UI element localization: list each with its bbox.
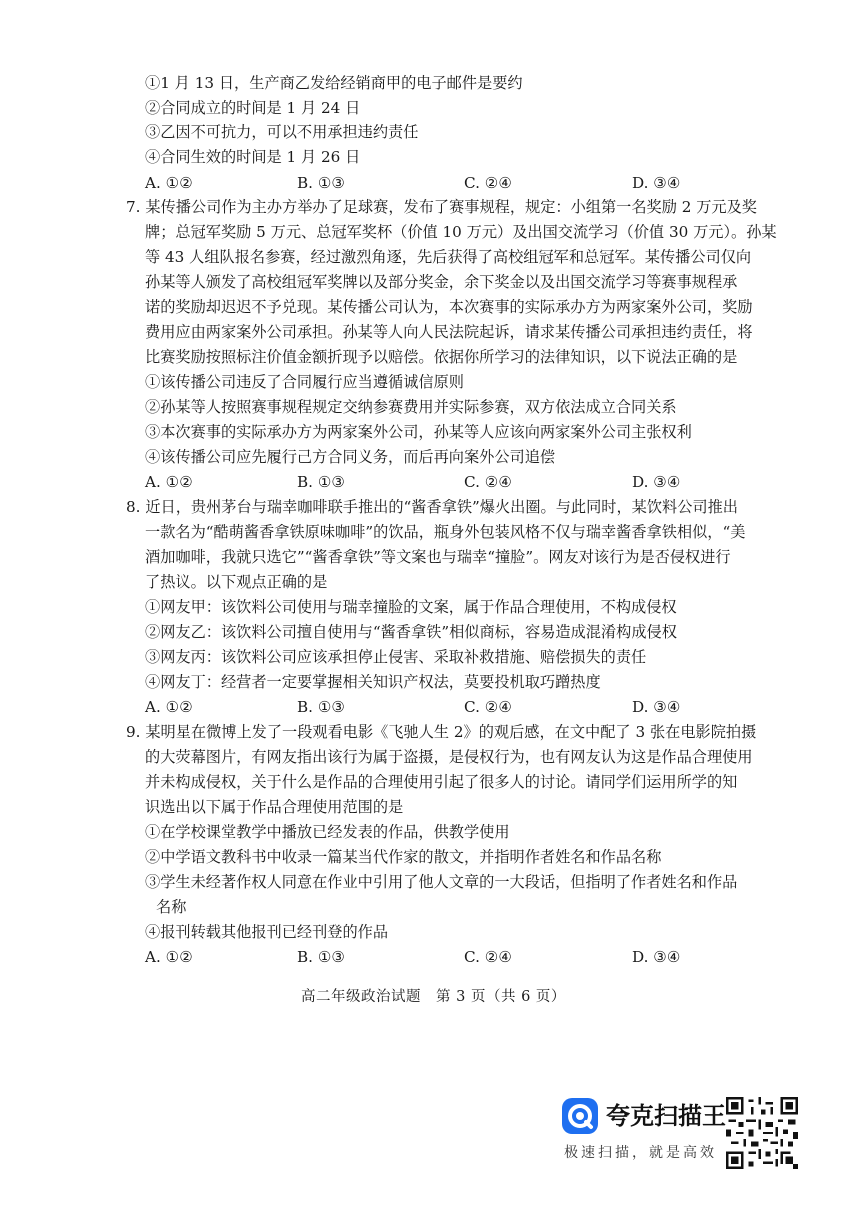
scanner-brand-name: 夸克扫描王 (606, 1102, 726, 1130)
q9-line-2: 的大荧幕图片，有网友指出该行为属于盗摄，是侵权行为，也有网友认为这是作品合理使用 (145, 748, 753, 766)
q9-statement-4: ④报刊转载其他报刊已经刊登的作品 (145, 923, 388, 941)
q9-line-4: 识选出以下属于作品合理使用范围的是 (145, 798, 404, 816)
q8-statement-2: ②网友乙：该饮料公司擅自使用与“酱香拿铁”相似商标，容易造成混淆构成侵权 (145, 623, 677, 641)
quark-logo-icon (562, 1098, 598, 1134)
q7-statement-4: ④该传播公司应先履行己方合同义务，而后再向案外公司追偿 (145, 448, 556, 466)
q7-line-7: 比赛奖励按照标注价值金额折现予以赔偿。依据你所学习的法律知识，以下说法正确的是 (145, 348, 738, 366)
q7-statement-3: ③本次赛事的实际承办方为两家案外公司，孙某等人应该向两家案外公司主张权利 (145, 423, 692, 441)
q6-statement-3: ③乙因不可抗力，可以不用承担违约责任 (145, 123, 419, 141)
q9-option-b: B. ①③ (297, 948, 346, 966)
scanner-slogan: 极速扫描，就是高效 (564, 1145, 717, 1161)
q8-statement-3: ③网友丙：该饮料公司应该承担停止侵害、采取补救措施、赔偿损失的责任 (145, 648, 647, 666)
q7-option-d: D. ③④ (632, 473, 681, 491)
q7-statement-1: ①该传播公司违反了合同履行应当遵循诚信原则 (145, 373, 464, 391)
q9-statement-1: ①在学校课堂教学中播放已经发表的作品，供教学使用 (145, 823, 510, 841)
q6-option-b: B. ①③ (297, 174, 346, 192)
q9-option-a: A. ①② (145, 948, 193, 966)
q6-statement-2: ②合同成立的时间是 1 月 24 日 (145, 99, 361, 117)
q7-line-5: 诺的奖励却迟迟不予兑现。某传播公司认为，本次赛事的实际承办方为两家案外公司，奖励 (145, 298, 753, 316)
q6-option-d: D. ③④ (632, 174, 681, 192)
q9-statement-3: ③学生未经著作权人同意在作业中引用了他人文章的一大段话，但指明了作者姓名和作品 (145, 873, 738, 891)
q7-line-3: 等 43 人组队报名参赛，经过激烈角逐，先后获得了高校组冠军和总冠军。某传播公司仅向 (145, 248, 752, 266)
q7-line-2: 牌；总冠军奖励 5 万元、总冠军奖杯（价值 10 万元）及出国交流学习（价值 30 万元）。孙某 (145, 223, 777, 241)
q7-option-b: B. ①③ (297, 473, 346, 491)
q9-line-1: 9. 某明星在微博上发了一段观看电影《飞驰人生 2》的观后感，在文中配了 3 张在电影院拍摄 (126, 723, 757, 741)
q9-option-d: D. ③④ (632, 948, 681, 966)
q8-option-b: B. ①③ (297, 698, 346, 716)
q9-statement-3-continued: 名称 (156, 898, 187, 916)
q7-statement-2: ②孙某等人按照赛事规程规定交纳参赛费用并实际参赛，双方依法成立合同关系 (145, 398, 677, 416)
q8-line-1: 8. 近日，贵州茅台与瑞幸咖啡联手推出的“酱香拿铁”爆火出圈。与此同时，某饮料公司推出 (126, 498, 738, 516)
q8-statement-4: ④网友丁：经营者一定要掌握相关知识产权法，莫要投机取巧蹭热度 (145, 673, 601, 691)
scanner-watermark (562, 1092, 742, 1172)
q8-statement-1: ①网友甲：该饮料公司使用与瑞幸撞脸的文案，属于作品合理使用，不构成侵权 (145, 598, 677, 616)
q7-line-6: 费用应由两家案外公司承担。孙某等人向人民法院起诉，请求某传播公司承担违约责任，将 (145, 323, 753, 341)
q7-line-4: 孙某等人颁发了高校组冠军奖牌以及部分奖金，余下奖金以及出国交流学习等赛事规程承 (145, 273, 738, 291)
q8-option-a: A. ①② (145, 698, 193, 716)
q8-line-3: 酒加咖啡，我就只选它”“酱香拿铁”等文案也与瑞幸“撞脸”。网友对该行为是否侵权进行 (145, 548, 731, 566)
q8-line-4: 了热议。以下观点正确的是 (145, 573, 328, 591)
q7-line-1: 7. 某传播公司作为主办方举办了足球赛，发布了赛事规程，规定：小组第一名奖励 2 万元及奖 (126, 198, 757, 216)
page-footer: 高二年级政治试题 第 3 页（共 6 页） (301, 989, 566, 1005)
q8-option-c: C. ②④ (464, 698, 512, 716)
q8-option-d: D. ③④ (632, 698, 681, 716)
qr-code-icon (726, 1097, 798, 1169)
q6-option-a: A. ①② (145, 174, 193, 192)
q7-option-c: C. ②④ (464, 473, 512, 491)
q9-option-c: C. ②④ (464, 948, 512, 966)
q7-option-a: A. ①② (145, 473, 193, 491)
q6-statement-1: ①1 月 13 日，生产商乙发给经销商甲的电子邮件是要约 (145, 74, 523, 92)
q6-option-c: C. ②④ (464, 174, 512, 192)
q9-line-3: 并未构成侵权，关于什么是作品的合理使用引起了很多人的讨论。请同学们运用所学的知 (145, 773, 738, 791)
q6-statement-4: ④合同生效的时间是 1 月 26 日 (145, 148, 361, 166)
q8-line-2: 一款名为“酷萌酱香拿铁原味咖啡”的饮品，瓶身外包装风格不仅与瑞幸酱香拿铁相似，“美 (145, 523, 746, 541)
q9-statement-2: ②中学语文教科书中收录一篇某当代作家的散文，并指明作者姓名和作品名称 (145, 848, 662, 866)
